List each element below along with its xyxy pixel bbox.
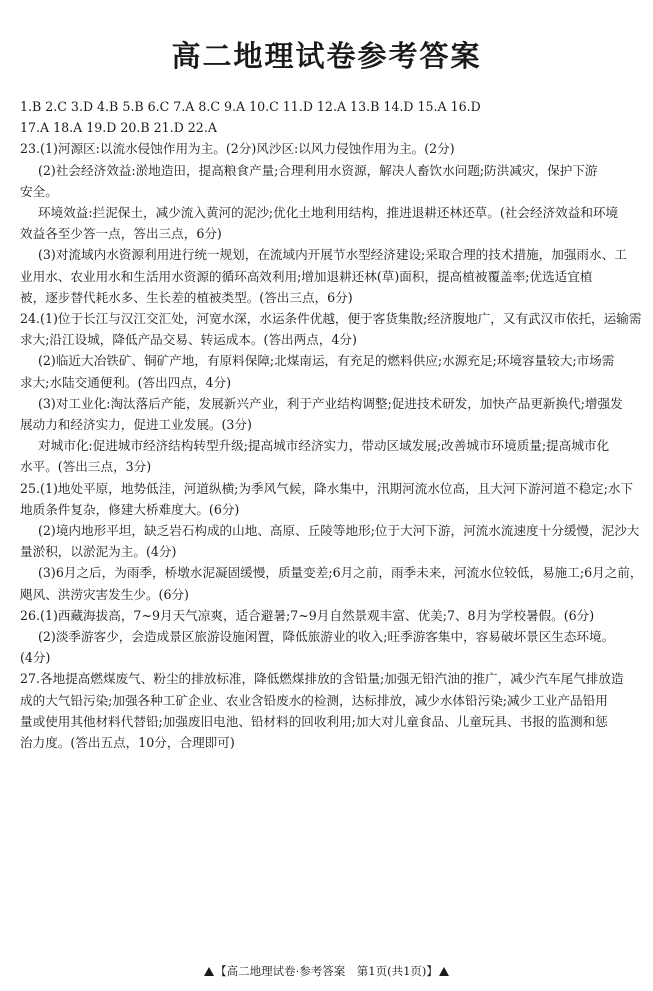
q27-line: 成的大气铅污染;加强各种工矿企业、农业含铅废水的检测，达标排放，减少水体铅污染;减少工业产品铅用 bbox=[20, 692, 608, 708]
q24-part2-line: 求大;水陆交通便利。(答出四点，4分) bbox=[20, 374, 231, 390]
q25-part3-line: 飓风、洪涝灾害发生少。(6分) bbox=[20, 586, 189, 602]
page-footer bbox=[0, 963, 653, 979]
q25-part2-line: (2)境内地形平坦，缺乏岩石构成的山地、高原、丘陵等地形;位于大河下游，河流水流速度十分缓慢，泥沙大 bbox=[38, 523, 640, 539]
q23-part2-line: 安全。 bbox=[20, 183, 58, 199]
page-title: 高二地理试卷参考答案 bbox=[171, 39, 482, 73]
mc-answers-line-2: 17.A 18.A 19.D 20.B 21.D 22.A bbox=[20, 120, 217, 136]
q23-part3-line: 业用水、农业用水和生活用水资源的循环高效利用;增加退耕还林(草)面积，提高植被覆盖率;优选适宜植 bbox=[20, 268, 593, 284]
q25-part1-line: 25.(1)地处平原，地势低洼，河道纵横;为季风气候，降水集中，汛期河流水位高，且大河下游河道不稳定;水下 bbox=[20, 480, 634, 496]
q26-part2-line: (4分) bbox=[20, 650, 51, 666]
q27-line: 治力度。(答出五点，10分，合理即可) bbox=[20, 735, 235, 751]
q23-part1: 23.(1)河源区:以流水侵蚀作用为主。(2分)风沙区:以风力侵蚀作用为主。(2分) bbox=[20, 141, 455, 157]
q25-part2-line: 量淤积，以淤泥为主。(4分) bbox=[20, 544, 177, 560]
q27-line: 量或使用其他材料代替铅;加强废旧电池、铅材料的回收利用;加大对儿童食品、儿童玩具、书报的监测和惩 bbox=[20, 713, 608, 729]
q23-part3-line: (3)对流域内水资源利用进行统一规划，在流域内开展节水型经济建设;采取合理的技术措施，加强雨水、工 bbox=[38, 247, 627, 263]
mc-answers-line-1: 1.B 2.C 3.D 4.B 5.B 6.C 7.A 8.C 9.A 10.C 11.D 12.A 13.B 14.D 15.A 16.D bbox=[20, 99, 481, 114]
q24-part3-line: (3)对工业化:淘汰落后产能，发展新兴产业，利于产业结构调整;促进技术研发，加快产品更新换代;增强发 bbox=[38, 395, 623, 411]
q23-part2-line: 环境效益:拦泥保土，减少流入黄河的泥沙;优化土地利用结构，推进退耕还林还草。(社会经济效益和环境 bbox=[38, 205, 619, 221]
q24-part2-line: (2)临近大冶铁矿、铜矿产地，有原料保障;北煤南运，有充足的燃料供应;水源充足;环境容量较大;市场需 bbox=[38, 353, 615, 369]
answer-body bbox=[20, 96, 643, 753]
q24-part3-line: 水平。(答出三点，3分) bbox=[20, 459, 152, 475]
q24-part3-line: 展动力和经济实力，促进工业发展。(3分) bbox=[20, 417, 252, 433]
q23-part3-line: 被，逐步替代耗水多、生长差的植被类型。(答出三点，6分) bbox=[20, 289, 353, 305]
q25-part3-line: (3)6月之后，为雨季，桥墩水泥凝固缓慢，质量变差;6月之前，雨季未来，河流水位较低，易施工;6月之前， bbox=[38, 565, 643, 581]
q23-part2-line: (2)社会经济效益:淤地造田，提高粮食产量;合理利用水资源，解决人畜饮水问题;防洪减灾，保护下游 bbox=[38, 162, 598, 178]
q24-part1-line: 24.(1)位于长江与汉江交汇处，河宽水深，水运条件优越，便于客货集散;经济腹地广，又有武汉市依托，运输需 bbox=[20, 311, 642, 327]
q25-part1-line: 地质条件复杂，修建大桥难度大。(6分) bbox=[20, 501, 240, 517]
q24-part1-line: 求大;沿江设城，降低产品交易、转运成本。(答出两点，4分) bbox=[20, 332, 357, 348]
q24-part3-line: 对城市化:促进城市经济结构转型升级;提高城市经济实力，带动区域发展;改善城市环境质量;提高城市化 bbox=[38, 438, 610, 454]
triangle-logo-icon bbox=[203, 964, 215, 978]
q27-line: 27.各地提高燃煤废气、粉尘的排放标准，降低燃煤排放的含铅量;加强无铅汽油的推广，减少汽车尾气排放造 bbox=[20, 671, 624, 687]
q26-part1-line: 26.(1)西藏海拔高，7~9月天气凉爽，适合避暑;7~9月自然景观丰富、优美;7、8月为学校暑假。(6分) bbox=[20, 607, 595, 623]
q23-part2-line: 效益各至少答一点，答出三点，6分) bbox=[20, 226, 222, 242]
triangle-logo-icon bbox=[438, 964, 450, 978]
q26-part2-line: (2)淡季游客少，会造成景区旅游设施闲置，降低旅游业的收入;旺季游客集中，容易破坏景区生态环境。 bbox=[38, 629, 615, 645]
footer-text: 【高二地理试卷·参考答案 第1页(共1页)】 bbox=[215, 964, 438, 978]
